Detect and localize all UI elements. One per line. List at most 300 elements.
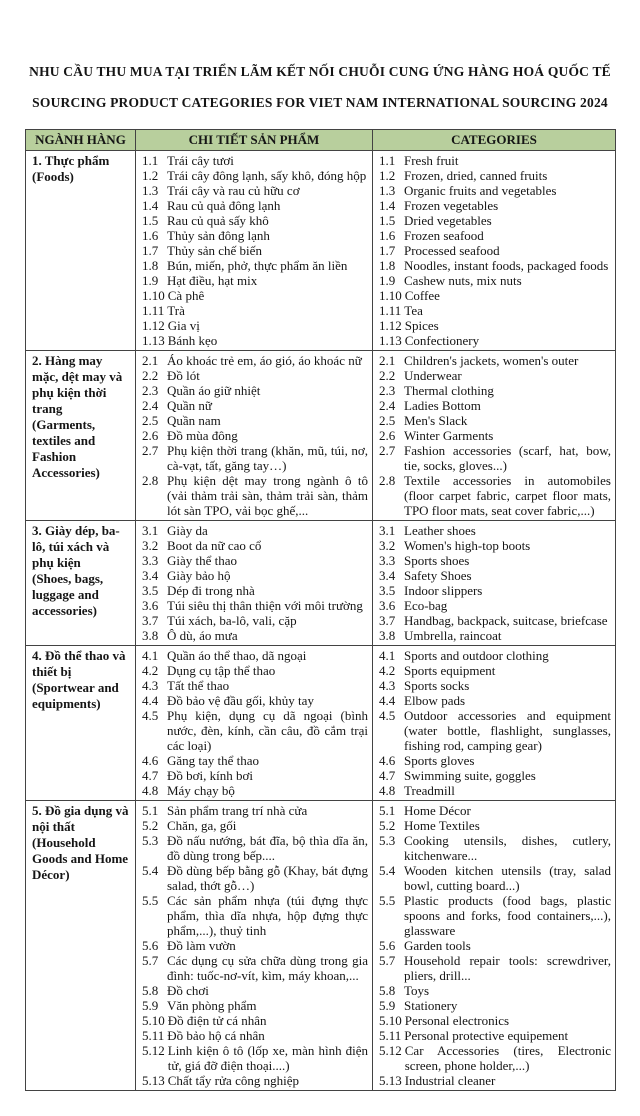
detail-item	[379, 628, 611, 643]
item-number: 2.1	[142, 353, 159, 368]
detail-item	[142, 818, 368, 833]
item-number: 1.6	[379, 228, 396, 243]
detail-item	[379, 693, 611, 708]
detail-item	[142, 768, 368, 783]
item-text: Dụng cụ tập thể thao	[167, 663, 276, 678]
item-number: 1.7	[379, 243, 396, 258]
item-text: Sports and outdoor clothing	[404, 648, 549, 663]
detail-item	[142, 753, 368, 768]
item-number: 1.1	[142, 153, 159, 168]
item-text: Quần nữ	[167, 398, 212, 413]
item-text: Garden tools	[404, 938, 471, 953]
detail-item	[379, 583, 611, 598]
item-number: 1.9	[142, 273, 159, 288]
detail-item	[379, 1013, 611, 1028]
detail-item	[379, 398, 611, 413]
detail-item	[379, 803, 611, 818]
detail-item	[142, 893, 368, 938]
detail-item	[142, 953, 368, 983]
document-title	[25, 56, 615, 118]
item-text: Trái cây và rau củ hữu cơ	[167, 183, 300, 198]
detail-item	[142, 153, 368, 168]
item-number: 2.6	[142, 428, 159, 443]
item-text: Winter Garments	[404, 428, 494, 443]
detail-item	[379, 353, 611, 368]
detail-item	[379, 473, 611, 518]
item-text: Đồ dùng bếp bằng gỗ (Khay, bát đựng salad, thớt gỗ…)	[167, 863, 368, 893]
item-text: Children's jackets, women's outer	[404, 353, 579, 368]
item-text: Home Décor	[404, 803, 471, 818]
item-number: 4.5	[142, 708, 159, 723]
item-number: 2.3	[142, 383, 159, 398]
item-number: 2.8	[142, 473, 159, 488]
table-row	[26, 351, 616, 521]
item-text: Bánh kẹo	[167, 333, 218, 348]
item-text: Rau củ quả sấy khô	[167, 213, 269, 228]
item-number: 2.2	[142, 368, 159, 383]
detail-item	[142, 523, 368, 538]
detail-item	[379, 753, 611, 768]
item-text: Outdoor accessories and equipment (water bottle, flashlight, sunglasses, fishing rod, camping gear)	[404, 708, 611, 753]
detail-item	[379, 568, 611, 583]
item-number: 2.7	[379, 443, 396, 458]
detail-item	[379, 383, 611, 398]
category-name-english: (Sportwear and equipments)	[32, 680, 119, 711]
detail-item	[379, 613, 611, 628]
detail-item	[379, 273, 611, 288]
item-text: Đồ làm vườn	[167, 938, 236, 953]
item-number: 4.8	[379, 783, 396, 798]
item-number: 5.7	[379, 953, 396, 968]
item-text: Sports socks	[404, 678, 470, 693]
title-line-vietnamese: NHU CẦU THU MUA TẠI TRIỂN LÃM KẾT NỐI CHUỖI CUNG ỨNG HÀNG HOÁ QUỐC TẾ	[29, 64, 611, 79]
item-text: Đồ bảo vệ đầu gối, khủy tay	[167, 693, 314, 708]
item-text: Personal electronics	[404, 1013, 510, 1028]
item-number: 5.2	[379, 818, 396, 833]
detail-item	[379, 648, 611, 663]
item-number: 1.3	[379, 183, 396, 198]
detail-item	[379, 258, 611, 273]
detail-item	[142, 538, 368, 553]
detail-item	[142, 598, 368, 613]
item-number: 5.11	[379, 1028, 402, 1043]
detail-item	[142, 803, 368, 818]
item-text: Linh kiện ô tô (lốp xe, màn hình điện tử, giá đỡ điện thoại....)	[167, 1043, 368, 1073]
detail-item	[142, 783, 368, 798]
title-line-english: SOURCING PRODUCT CATEGORIES FOR VIET NAM INTERNATIONAL SOURCING 2024	[32, 95, 608, 110]
detail-item	[142, 833, 368, 863]
item-number: 5.9	[142, 998, 159, 1013]
detail-item	[379, 318, 611, 333]
item-text: Household repair tools: screwdriver, pliers, drill...	[404, 953, 611, 983]
item-number: 1.2	[142, 168, 159, 183]
detail-item	[142, 983, 368, 998]
item-number: 3.4	[142, 568, 159, 583]
item-text: Dép đi trong nhà	[167, 583, 255, 598]
item-text: Safety Shoes	[404, 568, 472, 583]
item-text: Industrial cleaner	[404, 1073, 496, 1088]
item-number: 2.5	[379, 413, 396, 428]
item-text: Đồ bơi, kính bơi	[167, 768, 253, 783]
category-name-english: (Garments, textiles and Fashion Accessories)	[32, 417, 100, 480]
item-text: Stationery	[404, 998, 458, 1013]
item-number: 5.13	[379, 1073, 402, 1088]
table-row	[26, 801, 616, 1091]
item-text: Phụ kiện thời trang (khăn, mũ, túi, nơ, cà-vạt, tất, găng tay…)	[167, 443, 368, 473]
detail-item	[142, 1013, 368, 1028]
category-name-english: (Household Goods and Home Décor)	[32, 835, 129, 882]
category-cell	[26, 151, 136, 351]
item-number: 2.2	[379, 368, 396, 383]
item-text: Organic fruits and vegetables	[404, 183, 557, 198]
detail-item	[142, 473, 368, 518]
category-cell	[26, 646, 136, 801]
item-text: Personal protective equipement	[404, 1028, 569, 1043]
category-name-vietnamese: 3. Giày dép, ba-lô, túi xách và phụ kiện	[32, 523, 120, 570]
detail-item	[379, 893, 611, 938]
detail-item	[379, 198, 611, 213]
details-english-cell	[373, 521, 616, 646]
detail-item	[142, 213, 368, 228]
item-text: Sports gloves	[404, 753, 475, 768]
table-body	[26, 151, 616, 1091]
item-text: Sports equipment	[404, 663, 496, 678]
item-number: 1.12	[379, 318, 402, 333]
item-number: 1.7	[142, 243, 159, 258]
item-text: Giày thể thao	[167, 553, 238, 568]
item-number: 4.8	[142, 783, 159, 798]
item-number: 5.7	[142, 953, 159, 968]
item-text: Swimming suite, goggles	[404, 768, 536, 783]
item-number: 3.1	[379, 523, 396, 538]
detail-item	[142, 383, 368, 398]
item-text: Máy chạy bộ	[167, 783, 235, 798]
item-number: 5.10	[142, 1013, 165, 1028]
item-text: Áo khoác trẻ em, áo gió, áo khoác nữ	[167, 353, 362, 368]
item-number: 3.7	[142, 613, 159, 628]
item-number: 5.6	[142, 938, 159, 953]
item-number: 5.10	[379, 1013, 402, 1028]
detail-item	[379, 243, 611, 258]
details-vietnamese-cell	[136, 801, 373, 1091]
item-number: 1.10	[379, 288, 402, 303]
detail-item	[142, 273, 368, 288]
item-text: Wooden kitchen utensils (tray, salad bowl, cutting board...)	[404, 863, 611, 893]
details-vietnamese-cell	[136, 646, 373, 801]
item-number: 4.1	[379, 648, 396, 663]
detail-item	[142, 663, 368, 678]
item-number: 3.5	[142, 583, 159, 598]
detail-item	[142, 1043, 368, 1073]
item-number: 5.12	[379, 1043, 402, 1058]
detail-item	[379, 333, 611, 348]
category-name-english: (Foods)	[32, 169, 74, 184]
detail-item	[379, 998, 611, 1013]
item-number: 4.3	[379, 678, 396, 693]
item-text: Trái cây tươi	[167, 153, 234, 168]
item-number: 3.3	[379, 553, 396, 568]
detail-item	[379, 818, 611, 833]
item-text: Textile accessories in automobiles (floor carpet fabric, carpet floor mats, TPO floor mats, seat cover fabric,...)	[404, 473, 611, 518]
item-number: 1.2	[379, 168, 396, 183]
item-number: 4.5	[379, 708, 396, 723]
item-text: Bún, miến, phở, thực phẩm ăn liền	[167, 258, 348, 273]
item-text: Đồ nấu nướng, bát đĩa, bộ thìa dĩa ăn, đồ dùng trong bếp....	[167, 833, 368, 863]
category-name-vietnamese: 1. Thực phẩm	[32, 153, 110, 168]
item-text: Quần nam	[167, 413, 221, 428]
detail-item	[142, 553, 368, 568]
item-text: Noodles, instant foods, packaged foods	[404, 258, 609, 273]
item-number: 5.5	[379, 893, 396, 908]
item-number: 5.6	[379, 938, 396, 953]
detail-item	[379, 663, 611, 678]
detail-item	[379, 368, 611, 383]
item-number: 2.4	[379, 398, 396, 413]
detail-item	[142, 938, 368, 953]
item-number: 1.5	[379, 213, 396, 228]
detail-item	[142, 428, 368, 443]
detail-item	[379, 553, 611, 568]
category-cell	[26, 351, 136, 521]
detail-item	[142, 863, 368, 893]
detail-item	[379, 783, 611, 798]
item-text: Car Accessories (tires, Electronic screen, phone holder,...)	[404, 1043, 611, 1073]
item-text: Giày da	[167, 523, 208, 538]
detail-item	[379, 183, 611, 198]
category-name-vietnamese: 4. Đồ thể thao và thiết bị	[32, 648, 126, 679]
detail-item	[379, 428, 611, 443]
detail-item	[142, 583, 368, 598]
item-text: Dried vegetables	[404, 213, 492, 228]
item-number: 1.5	[142, 213, 159, 228]
details-vietnamese-cell	[136, 351, 373, 521]
item-number: 1.13	[142, 333, 165, 348]
item-text: Frozen, dried, canned fruits	[404, 168, 548, 183]
detail-item	[142, 288, 368, 303]
item-text: Umbrella, raincoat	[404, 628, 502, 643]
item-number: 5.3	[142, 833, 159, 848]
item-text: Găng tay thể thao	[167, 753, 260, 768]
details-english-cell	[373, 351, 616, 521]
item-text: Fashion accessories (scarf, hat, bow, tie, socks, gloves...)	[404, 443, 611, 473]
category-name-vietnamese: 5. Đồ gia dụng và nội thất	[32, 803, 129, 834]
item-text: Boot da nữ cao cổ	[167, 538, 262, 553]
item-text: Plastic products (food bags, plastic spoons and forks, food containers,...), glassware	[404, 893, 611, 938]
item-number: 3.8	[379, 628, 396, 643]
detail-item	[379, 938, 611, 953]
item-text: Đồ bảo hộ cá nhân	[167, 1028, 265, 1043]
detail-item	[379, 228, 611, 243]
category-name-english: (Shoes, bags, luggage and accessories)	[32, 571, 104, 618]
item-number: 1.1	[379, 153, 396, 168]
item-text: Thermal clothing	[404, 383, 494, 398]
item-number: 3.8	[142, 628, 159, 643]
item-number: 1.4	[379, 198, 396, 213]
item-text: Ô dù, áo mưa	[167, 628, 238, 643]
detail-item	[379, 303, 611, 318]
detail-item	[379, 953, 611, 983]
item-text: Quần áo giữ nhiệt	[167, 383, 261, 398]
details-english-cell	[373, 801, 616, 1091]
item-number: 1.4	[142, 198, 159, 213]
header-chi-tiet-san-pham: CHI TIẾT SẢN PHẨM	[136, 130, 373, 151]
item-number: 1.6	[142, 228, 159, 243]
detail-item	[142, 398, 368, 413]
item-text: Văn phòng phẩm	[167, 998, 257, 1013]
item-text: Thủy sản đông lạnh	[167, 228, 270, 243]
item-number: 4.7	[379, 768, 396, 783]
detail-item	[379, 1073, 611, 1088]
detail-item	[142, 258, 368, 273]
detail-item	[142, 228, 368, 243]
item-text: Women's high-top boots	[404, 538, 531, 553]
item-text: Túi siêu thị thân thiện với môi trường	[167, 598, 363, 613]
item-number: 1.9	[379, 273, 396, 288]
item-text: Trái cây đông lạnh, sấy khô, đóng hộp	[167, 168, 367, 183]
detail-item	[379, 443, 611, 473]
detail-item	[142, 613, 368, 628]
item-text: Túi xách, ba-lô, vali, cặp	[167, 613, 297, 628]
item-text: Đồ điện tử cá nhân	[167, 1013, 267, 1028]
item-number: 3.6	[142, 598, 159, 613]
detail-item	[379, 983, 611, 998]
item-text: Leather shoes	[404, 523, 476, 538]
detail-item	[142, 1073, 368, 1088]
item-number: 5.11	[142, 1028, 165, 1043]
item-number: 2.6	[379, 428, 396, 443]
detail-item	[142, 443, 368, 473]
detail-item	[142, 353, 368, 368]
item-number: 2.5	[142, 413, 159, 428]
item-number: 5.2	[142, 818, 159, 833]
detail-item	[142, 368, 368, 383]
item-text: Quần áo thể thao, dã ngoại	[167, 648, 307, 663]
detail-item	[142, 998, 368, 1013]
item-number: 3.7	[379, 613, 396, 628]
detail-item	[379, 153, 611, 168]
detail-item	[142, 333, 368, 348]
detail-item	[379, 288, 611, 303]
item-text: Frozen seafood	[404, 228, 484, 243]
table-header-row	[26, 130, 616, 151]
item-number: 2.8	[379, 473, 396, 488]
item-text: Cooking utensils, dishes, cutlery, kitchenware...	[404, 833, 611, 863]
table-row	[26, 151, 616, 351]
detail-item	[142, 678, 368, 693]
sourcing-categories-table	[25, 129, 616, 1091]
item-number: 4.6	[379, 753, 396, 768]
item-number: 5.4	[379, 863, 396, 878]
item-number: 5.1	[379, 803, 396, 818]
item-number: 4.2	[379, 663, 396, 678]
item-number: 3.5	[379, 583, 396, 598]
item-text: Các dụng cụ sửa chữa dùng trong gia đình: tuốc-nơ-vít, kìm, máy khoan,...	[167, 953, 368, 983]
item-text: Fresh fruit	[404, 153, 459, 168]
detail-item	[379, 213, 611, 228]
item-number: 4.4	[142, 693, 159, 708]
item-text: Giày bảo hộ	[167, 568, 231, 583]
item-text: Các sản phẩm nhựa (túi đựng thực phẩm, thìa dĩa nhựa, hộp đựng thực phẩm,...), thuỷ tinh	[167, 893, 368, 938]
item-number: 3.6	[379, 598, 396, 613]
item-number: 3.4	[379, 568, 396, 583]
item-number: 5.4	[142, 863, 159, 878]
item-text: Đồ lót	[167, 368, 200, 383]
category-cell	[26, 801, 136, 1091]
item-number: 3.3	[142, 553, 159, 568]
item-number: 3.1	[142, 523, 159, 538]
detail-item	[379, 678, 611, 693]
item-text: Spices	[404, 318, 439, 333]
item-number: 1.10	[142, 288, 165, 303]
detail-item	[142, 1028, 368, 1043]
item-number: 1.8	[379, 258, 396, 273]
item-number: 4.7	[142, 768, 159, 783]
item-text: Phụ kiện dệt may trong ngành ô tô (vải thảm trải sàn, thảm trải sàn, thảm lót sàn TPO, vải bọc ghế,...	[167, 473, 368, 518]
item-number: 5.3	[379, 833, 396, 848]
item-text: Home Textiles	[404, 818, 480, 833]
detail-item	[142, 318, 368, 333]
item-number: 1.3	[142, 183, 159, 198]
detail-item	[379, 833, 611, 863]
item-text: Underwear	[404, 368, 462, 383]
details-vietnamese-cell	[136, 151, 373, 351]
details-vietnamese-cell	[136, 521, 373, 646]
item-number: 5.12	[142, 1043, 165, 1058]
category-name-vietnamese: 2. Hàng may mặc, dệt may và phụ kiện thời trang	[32, 353, 123, 416]
item-number: 2.7	[142, 443, 159, 458]
item-number: 2.4	[142, 398, 159, 413]
item-text: Treadmill	[404, 783, 455, 798]
category-cell	[26, 521, 136, 646]
item-text: Toys	[404, 983, 430, 998]
table-row	[26, 646, 616, 801]
item-number: 2.3	[379, 383, 396, 398]
item-text: Tất thể thao	[167, 678, 230, 693]
item-number: 5.8	[142, 983, 159, 998]
detail-item	[379, 1028, 611, 1043]
detail-item	[142, 628, 368, 643]
item-text: Sports shoes	[404, 553, 470, 568]
item-text: Indoor slippers	[404, 583, 483, 598]
item-number: 1.11	[379, 303, 402, 318]
item-text: Rau củ quả đông lạnh	[167, 198, 281, 213]
table-row	[26, 521, 616, 646]
item-number: 1.11	[142, 303, 165, 318]
detail-item	[379, 1043, 611, 1073]
item-text: Hạt điều, hạt mix	[167, 273, 258, 288]
item-text: Phụ kiện, dụng cụ dã ngoại (bình nước, đèn, kính, cần câu, đồ cắm trại các loại)	[167, 708, 368, 753]
item-number: 4.3	[142, 678, 159, 693]
item-number: 5.9	[379, 998, 396, 1013]
item-number: 5.13	[142, 1073, 165, 1088]
item-text: Processed seafood	[404, 243, 500, 258]
item-text: Elbow pads	[404, 693, 466, 708]
item-number: 5.8	[379, 983, 396, 998]
item-number: 3.2	[142, 538, 159, 553]
item-text: Đồ chơi	[167, 983, 209, 998]
item-number: 1.12	[142, 318, 165, 333]
item-number: 2.1	[379, 353, 396, 368]
item-text: Gia vị	[167, 318, 200, 333]
detail-item	[142, 168, 368, 183]
detail-item	[379, 523, 611, 538]
item-text: Ladies Bottom	[404, 398, 481, 413]
item-number: 5.5	[142, 893, 159, 908]
item-number: 1.13	[379, 333, 402, 348]
item-text: Handbag, backpack, suitcase, briefcase	[404, 613, 608, 628]
item-number: 4.1	[142, 648, 159, 663]
item-number: 4.6	[142, 753, 159, 768]
